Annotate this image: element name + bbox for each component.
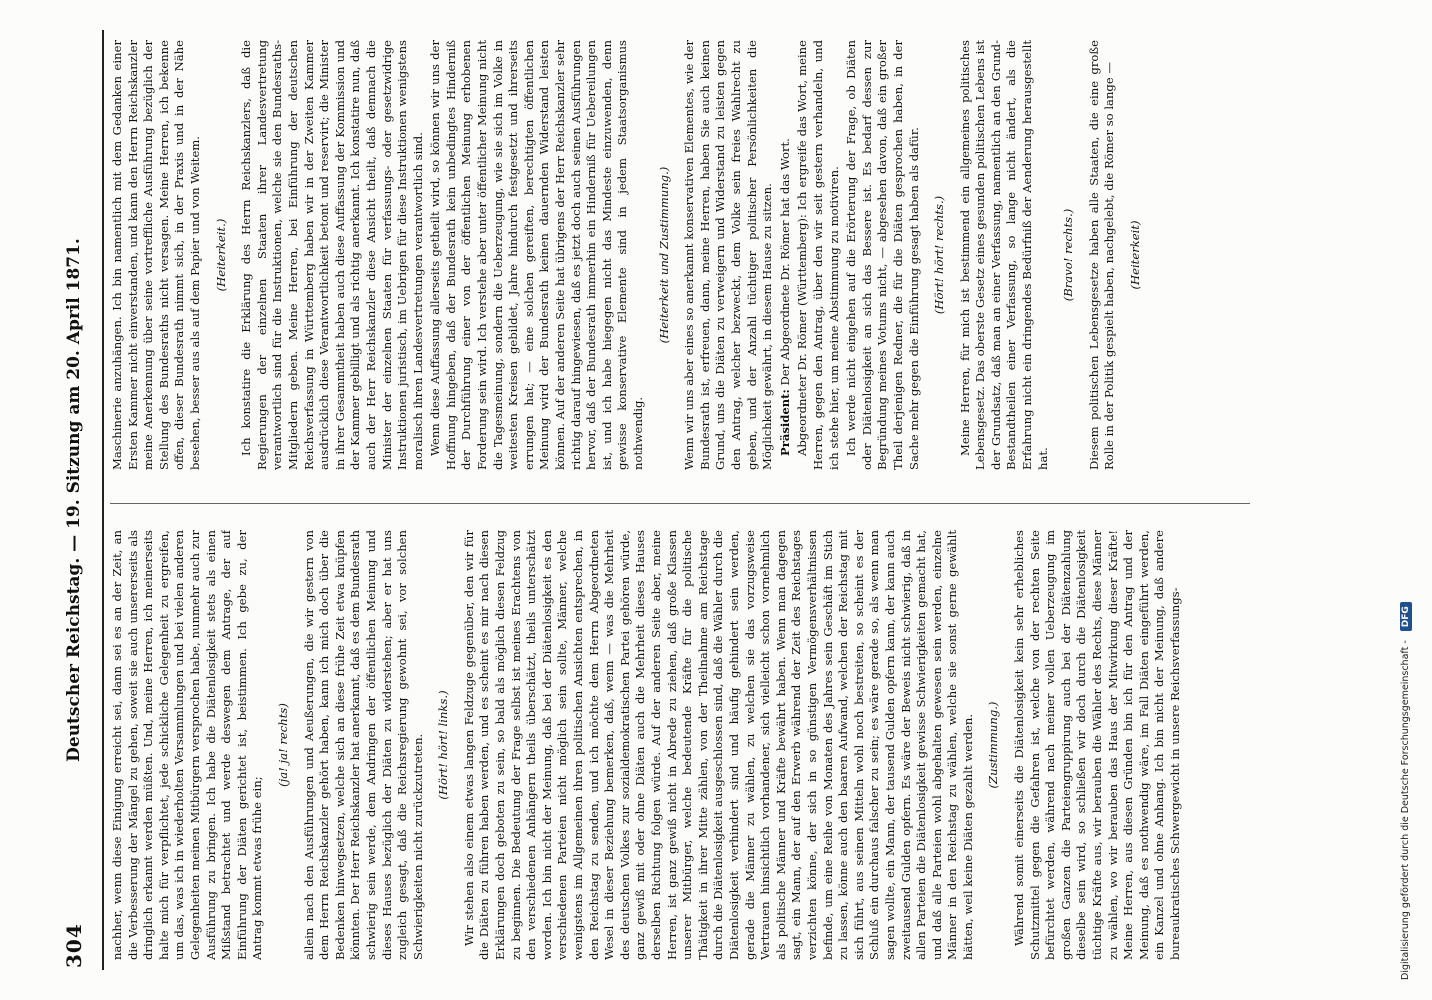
paragraph: nachher, wenn diese Einigung erreicht sei, dann sei es an der Zeit, an die Verbesserung der Mängel zu gehen, soweit sie auch unsererseits als dringlich erkannt werden müßten. Und, meine Herren, ich meinerseits halte mich für verpflichtet, jede schickliche Gelegenheit zu ergreifen, um das, was ich in wiederholten Versammlungen und bei vielen anderen Gelegenheiten meinen Mitbürgern versprochen habe, nunmehr auch zur Ausführung zu bringen. Ich habe die Diätenlosigkeit stets als einen Mißstand betrachtet und werde deswegen dem Antrage, der auf Einführung der Diäten gerichtet ist, beistimmen. Ich gebe zu, der Antrag kommt etwas frühe ein;: [110, 530, 265, 960]
digitization-credit: [1400, 0, 1412, 980]
paragraph: Maschinerie anzuhängen. Ich bin namentlich mit dem Gedanken einer Ersten Kammer nicht einverstanden, und kann den Herrn Reichskanzler meine Anerkennung über seine vortreffliche Ausführung bezüglich der Stellung des Bundesraths nicht versagen. Meine Herren, ich bekenne offen, dieser Bundesrath nimmt sich, in der Praxis und in der Nähe besehen, besser aus als auf dem Papier und von Weitem.: [110, 40, 202, 470]
interjection: (Heiterkeit): [1128, 220, 1143, 290]
paragraph: Ich konstatire die Erklärung des Herrn Reichskanzlers, daß die Regierungen der einzelnen Staaten ihrer Landesvertretung verantwortlich sind für die Instruktionen, welche sie den Bundesraths-Mitgliedern geben. Meine Herren, bei Einführung der deutschen Reichsverfassung in Württemberg haben wir in der Zweiten Kammer ausdrücklich diese Verantwortlichkeit betont und reservirt; die Minister in ihrer Gesammtheit haben auch diese Auffassung der Kommission und der Kammer gebilligt und als richtig anerkannt. Ich konstatire nun, daß auch der Herr Reichskanzler diese Ansicht theilt, daß demnach die Minister der einzelnen Staaten für verfassungs- oder gesetzwidrige Instruktionen juristisch, im Uebrigen für diese Instruktionen wenigstens moralisch ihren Landesvertretungen verantwortlich sind.: [239, 40, 425, 470]
paragraph: Wenn diese Auffassung allerseits getheilt wird, so können wir uns der Hoffnung hingeben, daß der Bundesrath kein unbedingtes Hinderniß der Durchführung einer von der öffentlichen Meinung erhobenen Forderung sein wird. Ich verstehe aber unter öffentlicher Meinung nicht die Tagesmeinung, sondern die Ueberzeugung, wie sie sich im Volke in weitesten Kreisen gebildet, Jahre hindurch festgesetzt und ihrerseits errungen hat; — eine solchen gereiften, berechtigten öffentlichen Meinung wird der Bundesrath keinen dauernden Widerstand leisten können. Auf der anderen Seite hat übrigens der Herr Reichskanzler sehr richtig darauf hingewiesen, daß es jetzt doch auch seinen Ausführungen hervor, daß der Bundesrath immerhin ein Hinderniß für Uebereilungen ist, und ich habe hiegegen nicht das Mindeste einzuwenden, denn gewisse konservative Elemente sind in jedem Staatsorganismus nothwendig.: [428, 40, 645, 470]
running-title: Deutscher Reichstag. — 19. Sitzung am 20. April 1871.: [64, 238, 84, 762]
interjection: (Bravo! rechts.): [1061, 208, 1076, 302]
interjection: (Heiterkeit und Zustimmung.): [656, 166, 671, 344]
president-line: [778, 40, 794, 470]
president-text: Der Abgeordnete Dr. Römer hat das Wort.: [777, 138, 792, 386]
dfg-logo: DFG: [1400, 602, 1412, 631]
paragraph: Wir stehen also einem etwas langen Feldzuge gegenüber, den wir für die Diäten zu führen haben werden, und es scheint es mir nach diesen Erklärungen doch geboten zu sein, so bald als möglich diesen Feldzug zu beginnen. Die Bedeutung der Frage selbst ist meines Erachtens von den verschiedenen Anhängern theils überschätzt, theils unterschätzt worden. Ich bin nicht der Meinung, daß bei der Diätenlosigkeit es den verschiedenen Parteien nicht möglich sein sollte, Männer, welche wenigstens im Allgemeinen ihren politischen Ansichten entsprechen, in den Reichstag zu senden, und ich möchte dem Herrn Abgeordneten Wesel in dieser Beziehung bemerken, daß, wenn — was die Mehrheit des deutschen Volkes zur sozialdemokratischen Partei gehören würde, ganz gewiß mit oder ohne Diäten auch die Mehrheit dieses Hauses derselben Richtung folgen würde. Auf der anderen Seite aber, meine Herren, ist ganz gewiß nicht in Abrede zu ziehen, daß große Klassen unserer Mitbürger, welche bedeutende Kräfte für die politische Thätigkeit in ihrer Mitte zählen, von der Theilnahme am Reichstage durch die Diätenlosigkeit ausgeschlossen sind, daß die Wähler durch die Diätenlosigkeit verhindert sind und häufig gehindert sein werden, gerade die Männer zu wählen, zu welchen sie das vorzugsweise Vertrauen hinsichtlich vorhandener, sich vielleicht schon vornehmlich als politische Männer und Kräfte bewährt haben. Wenn man dagegen sagt, ein Mann, der auf den Erwerb während der Zeit des Reichstages verzichten könne, der sich in so günstigen Vermögensverhältnissen befinde, um eine Reihe von Monaten des Jahres sein Geschäft im Stich zu lassen, könne auch den baaren Aufwand, welchen der Reichstag mit sich führt, aus seinen Mitteln wohl noch bestreiten, so scheint es der Schluß ein durchaus falscher zu sein; es wäre gerade so, als wenn man sagen wollte, ein Mann, der tausend Gulden opfern kann, der kann auch zweitausend Gulden opfern. Es wäre der Beweis nicht schwierig, daß in allen Parteien die Diätenlosigkeit gewisse Schwierigkeiten gemacht hat, und daß alle Parteien wohl abgehalten gewesen sein werden, einzelne Männer in den Reichstag zu wählen, welche sie sonst gerne gewählt hätten, weil keine Diäten gezahlt werden.: [461, 530, 975, 960]
interjection: (Heiterkeit.): [213, 218, 228, 292]
paragraph: Wenn wir uns aber eines so anerkannt konservativen Elementes, wie der Bundesrath ist, erfreuen, dann, meine Herren, haben Sie auch keinen Grund, uns die Diäten zu verweigern und Widerstand zu leisten gegen den Antrag, welcher bezweckt, dem Volke sein freies Wahlrecht zu geben, und der Anzahl tüchtiger politischer Persönlichkeiten die Möglichkeit gewährt, in diesem Hause zu sitzen.: [682, 40, 775, 470]
president-label: Präsident:: [777, 389, 792, 456]
interjection: (Hört! hört! rechts.): [932, 195, 947, 315]
paragraph: Meine Herren, für mich ist bestimmend ein allgemeines politisches Lebensgesetz. Das oberste Gesetz eines gesunden politischen Lebens ist der Grundsatz, daß man an einer Verfassung, namentlich an den Grund-Bestandtheilen einer Verfassung, so lange nicht ändert, als die Erfahrung nicht ein dringendes Bedürfniß der Aenderung herausgestellt hat.: [957, 40, 1050, 470]
paragraph: Diesem politischen Lebensgesetze haben alle Staaten, die eine große Rolle in der Politik gespielt haben, nachgelebt, die Römer so lange —: [1086, 40, 1117, 470]
header-rule: [102, 30, 104, 970]
right-column: [110, 40, 1260, 470]
page-header: [40, 0, 100, 1000]
interjection: (Zustimmung.): [986, 701, 1001, 789]
paragraph: allein nach den Ausführungen und Aeußerungen, die wir gestern von dem Herrn Reichskanzler gehört haben, kann ich mich doch über die Bedenken hinwegsetzen, welche sich an diese frühe Zeit etwa knüpfen könnten. Der Herr Reichskanzler hat anerkannt, daß es dem Bundesrath schwierig sein werde, dem Andringen der öffentlichen Meinung und dieses Hauses bezüglich der Diäten zu widerstehen; aber er hat uns zugleich gesagt, daß die Reichsregierung gewohnt sei, vor solchen Schwierigkeiten nicht zurückzutreten.: [301, 530, 425, 960]
paragraph: Während somit einerseits die Diätenlosigkeit kein sehr erhebliches Schutzmittel gegen die Gefahren ist, welche von der rechten Seite befürchtet werden, während nach meiner vollen Ueberzeugung im großen Ganzen die Parteiengruppirung auch bei der Diätenzahlung dieselbe sein wird, so schließen wir doch durch die Diätenlosigkeit tüchtige Kräfte aus, wir berauben die Wähler des Rechts, diese Männer zu wählen, wo wir berauben das Haus der Mitwirkung dieser Kräfte! Meine Herren, aus diesen Gründen bin ich für den Antrag und der Meinung, daß es nothwendig wäre, im Fall Diäten eingeführt werden, ein Kanzel und ohne Anhang. Ich bin nicht der Meinung, daß andere bureaukratisches Schwergewicht in unsere Reichsverfassungs-: [1012, 530, 1182, 960]
speaker-intro: Abgeordneter Dr. Römer (Württemberg): Ich ergreife das Wort, meine Herren, gegen den Antrag, über den wir seit gestern verhandeln, und ich stehe hier, um meine Abstimmung zu motiviren.: [795, 40, 841, 470]
column-divider: [110, 503, 1250, 504]
page-number: 304: [62, 923, 86, 968]
left-column: [110, 530, 1260, 960]
credit-text: Digitalisierung gefördert durch die Deutsche Forschungsgemeinschaft -: [1400, 640, 1411, 980]
interjection: (ja! ja! rechts): [275, 703, 290, 787]
paragraph: Ich werde nicht eingehen auf die Erörterung der Frage, ob Diäten oder Diätenlosigkeit an sich das Bessere ist. Es bedarf dessen zur Begründung meines Votums nicht, — abgesehen davon, daß ein großer Theil derjenigen Redner, die für die Diäten gesprochen haben, in der Sache mehr gegen die Einführung gesagt haben als dafür.: [844, 40, 921, 470]
interjection: (Hört! hört! links.): [436, 690, 451, 800]
